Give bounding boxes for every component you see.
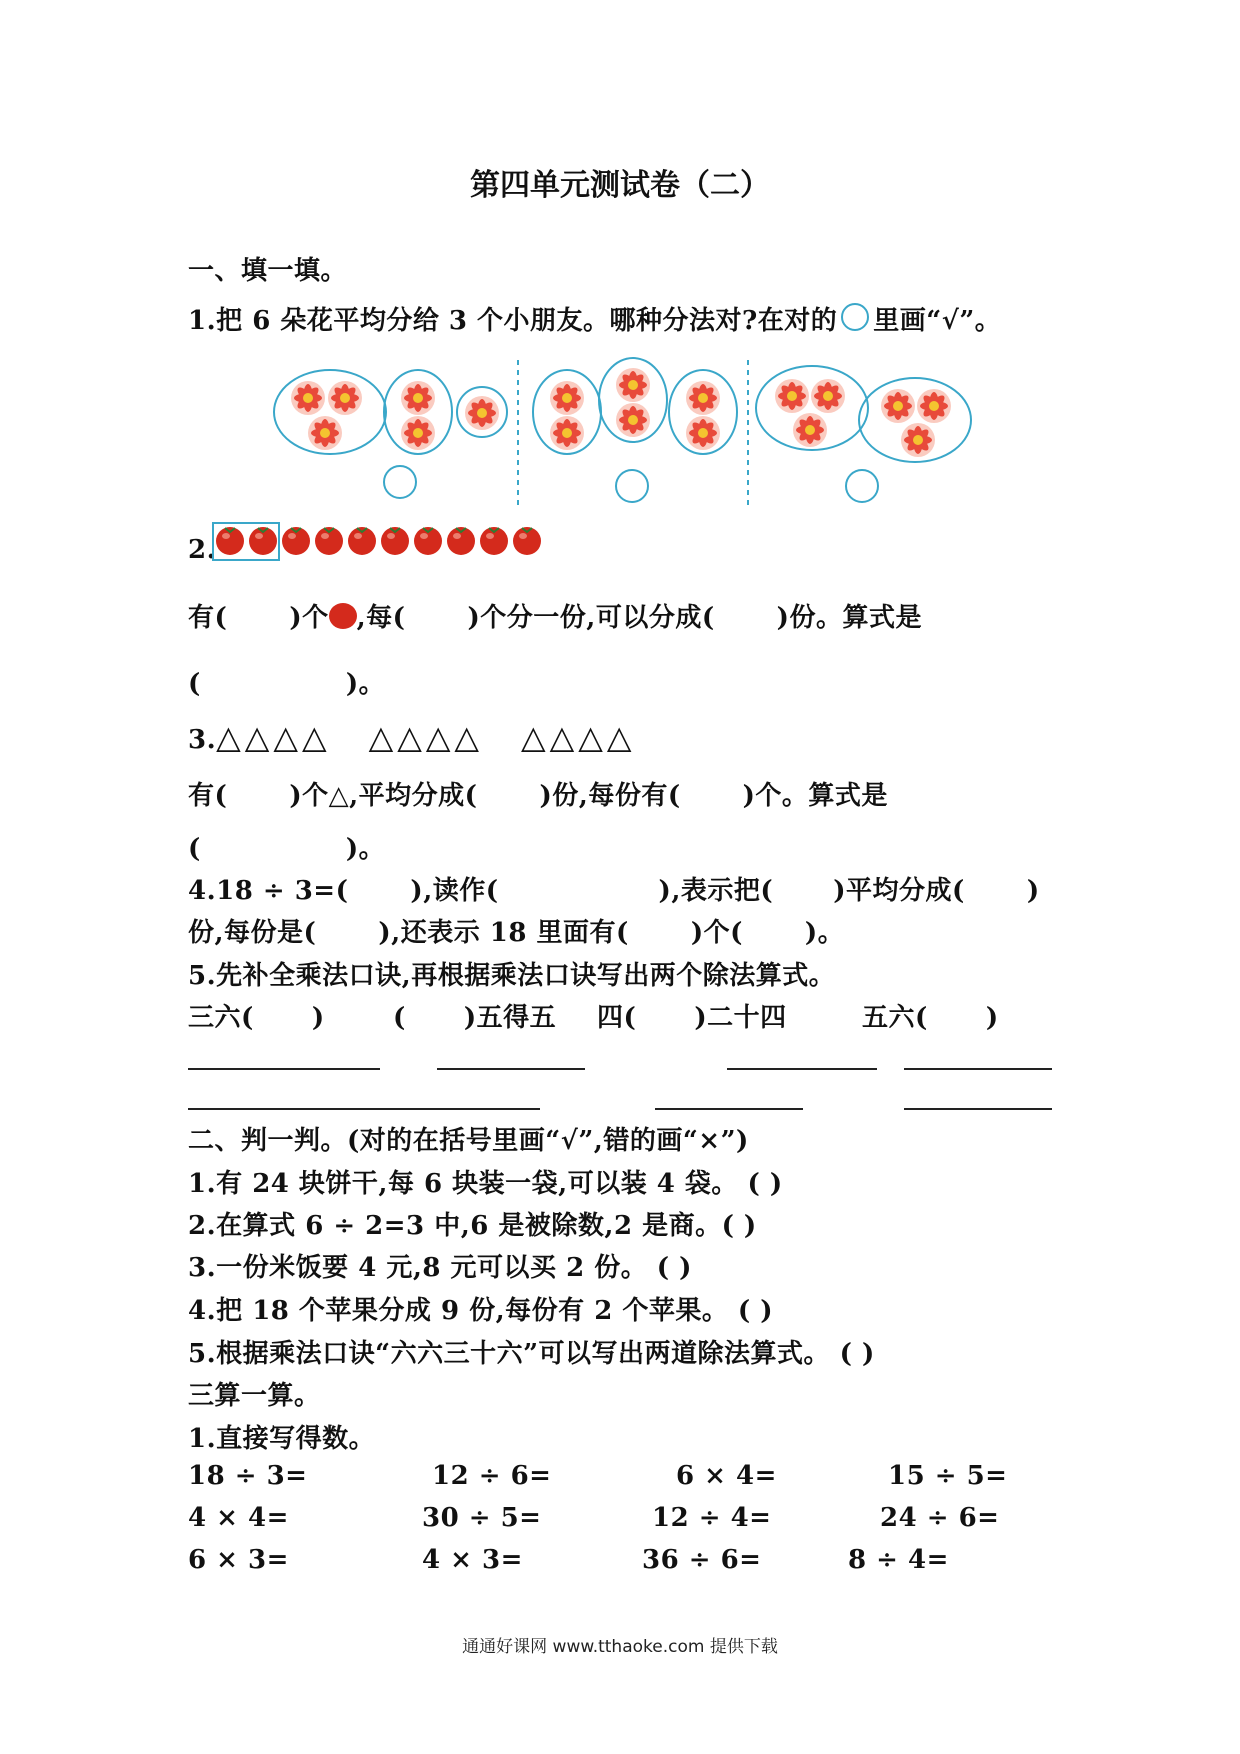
q4-text-b: ),读作(	[410, 876, 499, 906]
triangle-group-3: △△△△	[521, 718, 636, 756]
q5-item-4	[862, 997, 999, 1034]
q5-item-4-a: 五六(	[862, 1003, 928, 1033]
calc-2-4: 24 ÷ 6=	[880, 1503, 1000, 1533]
q3-text-a: 有(	[188, 781, 228, 811]
answer-line[interactable]	[380, 1108, 540, 1110]
section-3-sub: 1.直接写得数。	[188, 1424, 376, 1454]
tomato-icon	[414, 527, 442, 555]
q4-text-h: )个(	[690, 918, 743, 948]
group1-answer-circle	[384, 466, 416, 498]
q5-item-2-a: (	[393, 1003, 406, 1033]
q3-label	[188, 718, 635, 756]
answer-line[interactable]	[437, 1068, 585, 1070]
calc-1-3: 6 × 4=	[676, 1461, 777, 1491]
q2-text-b: )个	[289, 603, 329, 633]
q4-text-e: )	[1026, 876, 1040, 906]
calc-1-1: 18 ÷ 3=	[188, 1461, 308, 1491]
q3-line1	[188, 775, 888, 812]
triangle-group-2: △△△△	[368, 718, 484, 756]
section-2-heading: 二、判一判。(对的在括号里画“√”,错的画“×”)	[188, 1126, 749, 1156]
calc-1-4: 15 ÷ 5=	[888, 1461, 1008, 1491]
calc-3-2: 4 × 3=	[422, 1545, 523, 1575]
q5-item-2-b: )五得五	[463, 1003, 557, 1033]
tomato-icon	[329, 603, 357, 629]
q3-text-b: )个△,平均分成(	[289, 781, 478, 811]
page-title: 第四单元测试卷（二）	[470, 168, 770, 203]
answer-line[interactable]	[655, 1108, 803, 1110]
tomato-row-figure	[210, 520, 810, 580]
judge-item-2: 2.在算式 6 ÷ 2=3 中,6 是被除数,2 是商。( )	[188, 1211, 757, 1241]
q2-label: 2.	[188, 535, 217, 565]
group2-answer-circle	[616, 470, 648, 502]
calc-3-4: 8 ÷ 4=	[848, 1545, 949, 1575]
q3-paren-open: (	[188, 834, 201, 864]
q3-line2	[188, 828, 385, 865]
footer-source: 通通好课网 www.tthaoke.com 提供下载	[462, 1637, 778, 1657]
tomato-icon	[249, 527, 277, 555]
q2-text-a: 有(	[188, 603, 228, 633]
q2-paren-open: (	[188, 669, 201, 699]
q2-text-e: )份。算式是	[776, 603, 922, 633]
calc-2-1: 4 × 4=	[188, 1503, 289, 1533]
q5-text: 5.先补全乘法口诀,再根据乘法口诀写出两个除法算式。	[188, 961, 836, 991]
q2-line1	[188, 597, 922, 634]
triangle-group-1: △△△△	[216, 718, 331, 756]
q2-text-c: ,每(	[356, 603, 406, 633]
flower-groups-figure	[0, 0, 1240, 520]
q5-item-4-b: )	[985, 1003, 999, 1033]
judge-item-5: 5.根据乘法口诀“六六三十六”可以写出两道除法算式。 ( )	[188, 1339, 875, 1369]
q3-number: 3.	[188, 725, 217, 755]
tomato-icon	[315, 527, 343, 555]
q3-text-d: )个。算式是	[742, 781, 888, 811]
q2-paren-close: )。	[345, 669, 386, 699]
calc-3-3: 36 ÷ 6=	[642, 1545, 762, 1575]
answer-line[interactable]	[188, 1108, 380, 1110]
q3-paren-close: )。	[345, 834, 386, 864]
q5-item-2	[393, 997, 556, 1034]
tomato-icon	[282, 527, 310, 555]
q5-item-3-a: 四(	[597, 1003, 637, 1033]
group3-answer-circle	[846, 470, 878, 502]
q4-text-f: 份,每份是(	[188, 918, 317, 948]
answer-line[interactable]	[188, 1068, 380, 1070]
q4-text-i: )。	[804, 918, 845, 948]
q5-item-3	[597, 997, 787, 1034]
tomato-icon	[480, 527, 508, 555]
q4-text-a: 4.18 ÷ 3=(	[188, 876, 349, 906]
tomato-icon	[216, 527, 244, 555]
q4-line1	[188, 870, 1040, 907]
tomato-icon	[381, 527, 409, 555]
calc-3-1: 6 × 3=	[188, 1545, 289, 1575]
judge-item-4: 4.把 18 个苹果分成 9 份,每份有 2 个苹果。 ( )	[188, 1296, 774, 1326]
tomato-icon	[447, 527, 475, 555]
q4-text-c: ),表示把(	[658, 876, 774, 906]
judge-item-3: 3.一份米饭要 4 元,8 元可以买 2 份。 ( )	[188, 1253, 692, 1283]
section-1-heading: 一、填一填。	[188, 256, 348, 286]
calc-2-2: 30 ÷ 5=	[422, 1503, 542, 1533]
q4-text-g: ),还表示 18 里面有(	[378, 918, 629, 948]
q5-item-1	[188, 997, 325, 1034]
q2-line2	[188, 663, 385, 700]
q4-text-d: )平均分成(	[833, 876, 965, 906]
q5-item-1-b: )	[311, 1003, 325, 1033]
q2-text-d: )个分一份,可以分成(	[467, 603, 715, 633]
q1-text-before: 1.把 6 朵花平均分给 3 个小朋友。哪种分法对?在对的	[188, 306, 838, 336]
tomato-icon	[348, 527, 376, 555]
tomato-icon	[513, 527, 541, 555]
q5-item-3-b: )二十四	[694, 1003, 787, 1033]
section-3-heading: 三算一算。	[188, 1381, 321, 1411]
judge-item-1: 1.有 24 块饼干,每 6 块装一袋,可以装 4 袋。 ( )	[188, 1169, 783, 1199]
calc-1-2: 12 ÷ 6=	[432, 1461, 552, 1491]
answer-line[interactable]	[904, 1068, 1052, 1070]
answer-line[interactable]	[727, 1068, 877, 1070]
q4-line2	[188, 912, 844, 949]
q3-text-c: )份,每份有(	[539, 781, 681, 811]
q5-item-1-a: 三六(	[188, 1003, 254, 1033]
answer-line[interactable]	[904, 1108, 1052, 1110]
q1-text-after: 里画“√”。	[873, 306, 1002, 336]
calc-2-3: 12 ÷ 4=	[652, 1503, 772, 1533]
